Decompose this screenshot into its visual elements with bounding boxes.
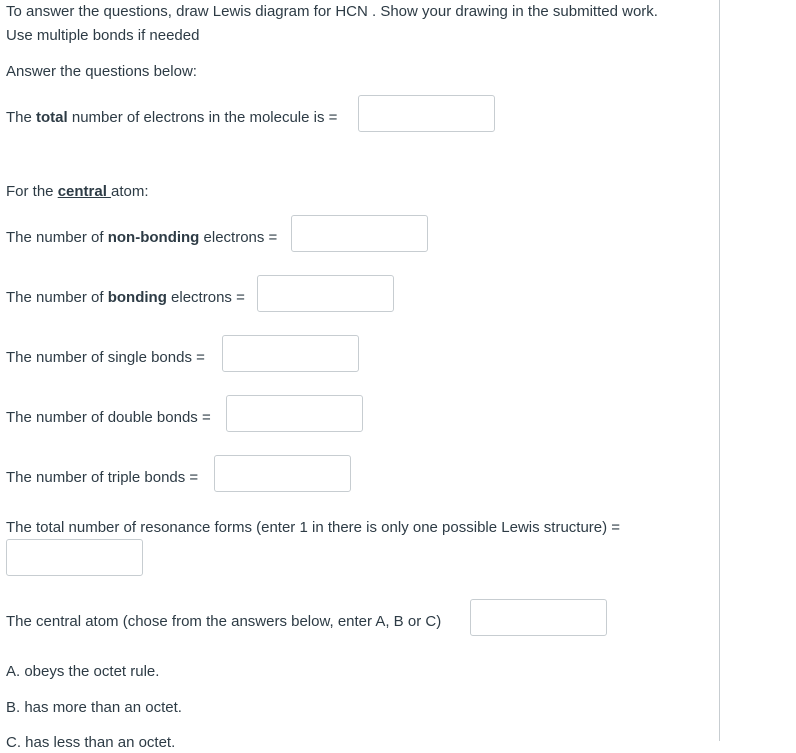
question-double-bonds: The number of double bonds = bbox=[6, 409, 211, 426]
question-resonance-forms: The total number of resonance forms (enter 1 in there is only one possible Lewis structure) = bbox=[6, 519, 621, 536]
question-triple-bonds: The number of triple bonds = bbox=[6, 469, 199, 486]
central-atom-header: For the central atom: bbox=[6, 183, 149, 200]
question-nonbonding-electrons: The number of non-bonding electrons = bbox=[6, 229, 278, 246]
option-c: C. has less than an octet. bbox=[6, 734, 176, 751]
option-b: B. has more than an octet. bbox=[6, 699, 182, 716]
emphasis-central: central bbox=[57, 183, 112, 200]
bonding-electrons-input[interactable] bbox=[257, 275, 394, 312]
triple-bonds-input[interactable] bbox=[214, 455, 351, 492]
question-bonding-electrons: The number of bonding electrons = bbox=[6, 289, 245, 306]
nonbonding-electrons-input[interactable] bbox=[291, 215, 428, 252]
emphasis-total: total bbox=[36, 109, 68, 126]
option-a: A. obeys the octet rule. bbox=[6, 663, 160, 680]
intro-line-1: To answer the questions, draw Lewis diagram for HCN . Show your drawing in the submitted work. bbox=[6, 3, 658, 20]
question-central-atom-octet: The central atom (chose from the answers below, enter A, B or C) bbox=[6, 613, 442, 630]
double-bonds-input[interactable] bbox=[226, 395, 363, 432]
total-electrons-input[interactable] bbox=[358, 95, 495, 132]
single-bonds-input[interactable] bbox=[222, 335, 359, 372]
answer-prompt: Answer the questions below: bbox=[6, 63, 197, 80]
question-single-bonds: The number of single bonds = bbox=[6, 349, 205, 366]
emphasis-bonding: bonding bbox=[107, 289, 167, 306]
central-atom-choice-input[interactable] bbox=[470, 599, 607, 636]
question-total-electrons: The total number of electrons in the molecule is = bbox=[6, 109, 338, 126]
intro-line-2: Use multiple bonds if needed bbox=[6, 27, 200, 44]
emphasis-non-bonding: non-bonding bbox=[107, 229, 200, 246]
resonance-forms-input[interactable] bbox=[6, 539, 143, 576]
